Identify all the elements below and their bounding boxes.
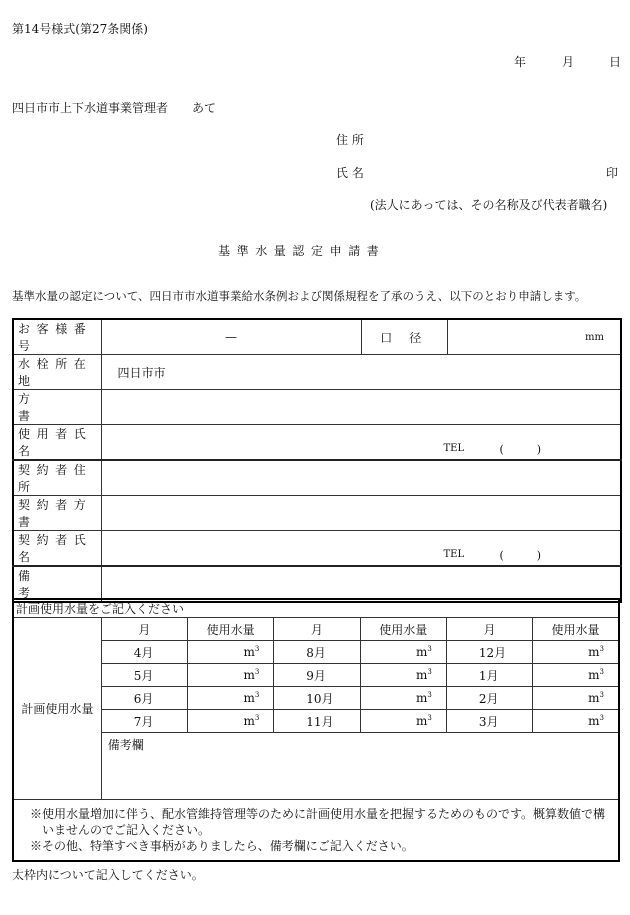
table-row [13,641,619,664]
user-name-field[interactable] [101,425,621,461]
note-2: ※その他、特筆すべき事柄がありましたら、備考欄にご記入ください。 [30,839,414,853]
col-month: 月 [446,618,532,641]
location-value: 四日市市 [117,365,166,380]
volume-field[interactable]: $m^3$ [533,710,619,733]
mm-unit: mm [585,331,604,343]
contractor-address-label: 契約者住所 [13,460,101,496]
col-volume: 使用水量 [533,618,619,641]
user-tel-label: TEL [443,443,465,454]
note-1: ※使用水量増加に伴う、配水管維持管理等のために計画使用水量を把握するためのものです。概算数値で構いませんのでご記入ください。 [30,807,606,837]
footer-note: 太枠内について記入してください。 [12,868,204,882]
seal-mark: 印 [606,166,619,180]
name-label: 氏 名 [336,166,364,180]
usage-remarks-label: 備考欄 [107,738,144,752]
customer-number-dash: — [225,330,237,344]
col-month: 月 [274,618,360,641]
month-cell: 6月 [101,687,187,710]
month-cell: 3月 [446,710,532,733]
usage-table [12,598,620,862]
caliber-label: 口 径 [361,319,447,355]
date-day: 日 [609,55,622,69]
volume-field[interactable]: $m^3$ [188,664,274,687]
contractor-tel-label: TEL [443,549,465,560]
date-year: 年 [514,55,527,69]
contractor-katagaki-label: 契約者方書 [13,496,101,531]
month-cell: 10月 [274,687,360,710]
form-number: 第14号様式(第27条関係) [12,22,148,36]
month-cell: 1月 [446,664,532,687]
col-volume: 使用水量 [188,618,274,641]
address-label: 住 所 [336,133,364,147]
volume-field[interactable]: $m^3$ [188,710,274,733]
volume-field[interactable]: $m^3$ [360,664,446,687]
volume-field[interactable]: $m^3$ [533,687,619,710]
page-title: 基準水量認定申請書 [218,244,386,258]
volume-field[interactable]: $m^3$ [360,710,446,733]
month-cell: 2月 [446,687,532,710]
contractor-name-label: 契約者氏名 [13,531,101,567]
user-name-label: 使用者氏名 [13,425,101,461]
volume-field[interactable]: $m^3$ [360,641,446,664]
volume-field[interactable]: $m^3$ [188,687,274,710]
month-cell: 8月 [274,641,360,664]
remarks-label: 備考 [13,566,101,602]
month-cell: 4月 [101,641,187,664]
application-table [12,318,622,603]
contractor-katagaki-field[interactable] [101,496,621,531]
date-month: 月 [562,55,575,69]
contractor-address-field[interactable] [101,460,621,496]
intro-text: 基準水量の認定について、四日市市水道事業給水条例および関係規程を了承のうえ、以下のとおり申請します。 [12,289,587,303]
volume-field[interactable]: $m^3$ [533,664,619,687]
user-tel-parens: ( ) [499,443,542,456]
location-field[interactable] [101,355,621,390]
col-volume: 使用水量 [360,618,446,641]
month-cell: 7月 [101,710,187,733]
remarks-field[interactable] [101,566,621,602]
volume-field[interactable]: $m^3$ [533,641,619,664]
col-month: 月 [101,618,187,641]
corporate-note: (法人にあっては、その名称及び代表者職名) [370,198,608,212]
month-cell: 12月 [446,641,532,664]
table-row [13,664,619,687]
month-cell: 11月 [274,710,360,733]
usage-remarks-field[interactable] [101,733,619,800]
addressee: 四日市市上下水道事業管理者 あて [12,101,217,115]
katagaki-label: 方書 [13,390,101,425]
usage-row-label: 計画使用水量 [13,618,101,800]
volume-field[interactable]: $m^3$ [360,687,446,710]
location-label: 水栓所在地 [13,355,101,390]
usage-notes [13,800,619,862]
katagaki-field[interactable] [101,390,621,425]
usage-caption: 計画使用水量をご記入ください [13,599,619,618]
caliber-field[interactable] [447,319,621,355]
customer-number-field[interactable] [101,319,361,355]
contractor-tel-parens: ( ) [499,549,542,562]
table-row [13,687,619,710]
month-cell: 9月 [274,664,360,687]
customer-number-label: お客様番号 [13,319,101,355]
contractor-name-field[interactable] [101,531,621,567]
month-cell: 5月 [101,664,187,687]
volume-field[interactable]: $m^3$ [188,641,274,664]
table-row [13,710,619,733]
